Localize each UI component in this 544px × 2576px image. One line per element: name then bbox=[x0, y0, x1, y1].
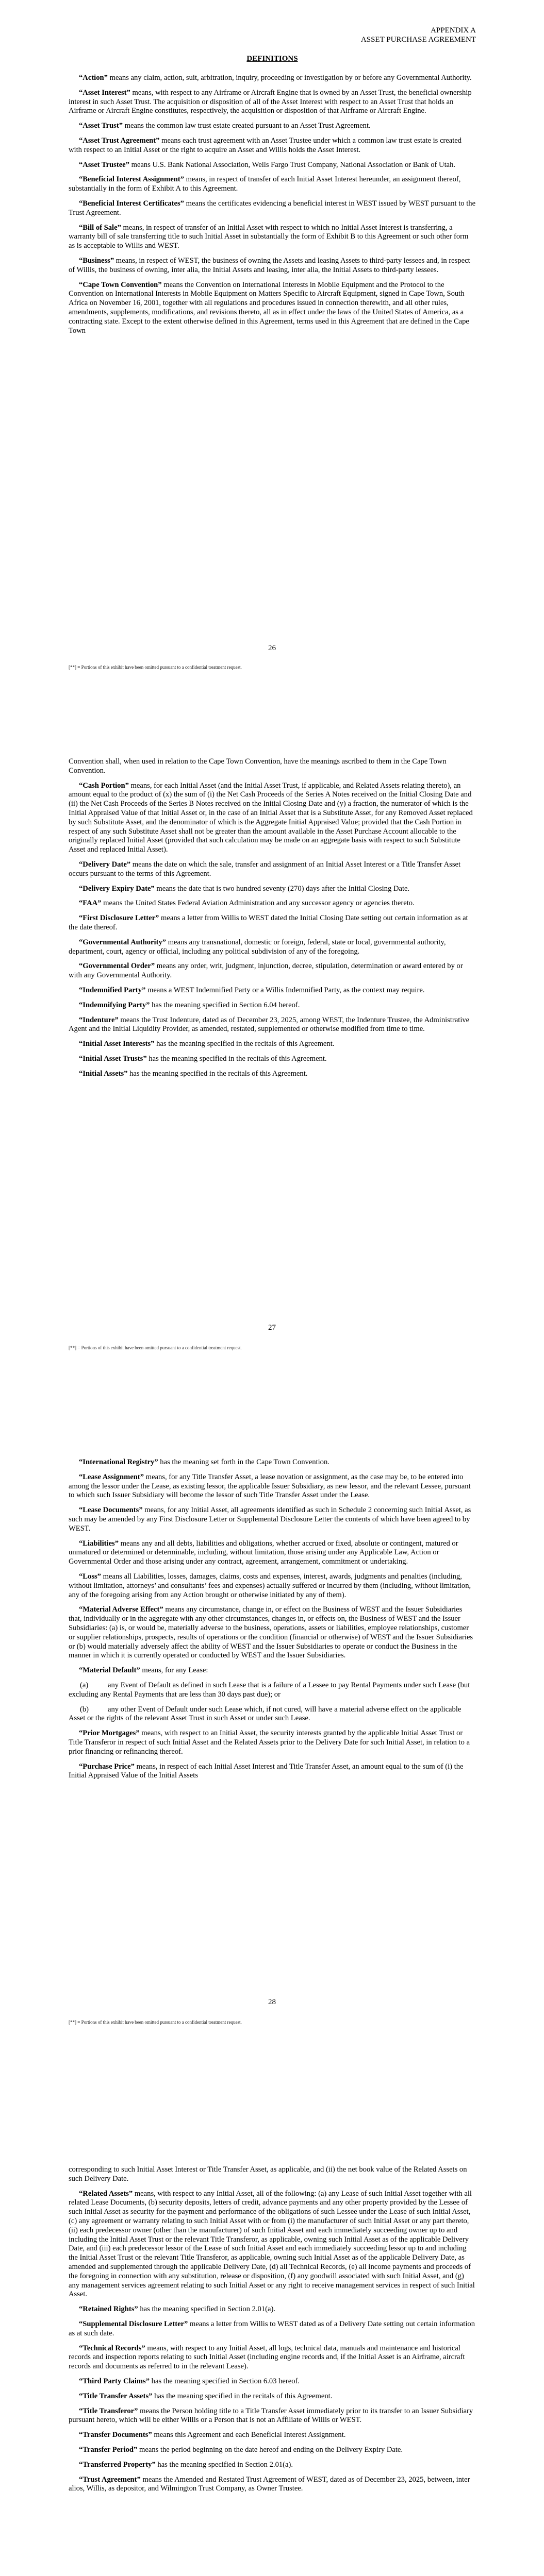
definition-text: means all Liabilities, losses, damages, claims, costs and expenses, interest, awards, judgments and penalties (including, without limitation, attorneys’ and consultants’ fees and expenses) actually suffered or incurred by them (including, without limitation, any of the foregoing arising from any Action brought or otherwise initiated by any of them). bbox=[69, 1572, 471, 1599]
definitions-list bbox=[69, 74, 476, 335]
confidential-footnote: [**] = Portions of this exhibit have been omitted pursuant to a confidential treatment request. bbox=[69, 2020, 242, 2025]
page-number: 27 bbox=[268, 1324, 276, 1332]
confidential-footnote: [**] = Portions of this exhibit have been omitted pursuant to a confidential treatment request. bbox=[69, 665, 242, 670]
definition-text: means the period beginning on the date hereof and ending on the Delivery Expiry Date. bbox=[137, 2445, 403, 2454]
definition-paragraph bbox=[69, 1762, 476, 1781]
definition-paragraph bbox=[69, 1473, 476, 1500]
document-page-29 bbox=[0, 2110, 544, 2576]
definition-paragraph bbox=[69, 782, 476, 855]
defined-term: “First Disclosure Letter” bbox=[79, 914, 159, 923]
page-content bbox=[69, 26, 476, 341]
definition-text: means any claim, action, suit, arbitration, inquiry, proceeding or investigation by or before any Governmental Authority. bbox=[107, 74, 472, 82]
definition-paragraph bbox=[69, 1605, 476, 1660]
defined-term: “Indemnified Party” bbox=[79, 986, 146, 994]
definition-paragraph bbox=[69, 175, 476, 194]
defined-term: “Material Adverse Effect” bbox=[79, 1605, 163, 1614]
definition-text: has the meaning specified in Section 6.03 hereof. bbox=[150, 2377, 300, 2385]
defined-term: “Initial Assets” bbox=[79, 1069, 128, 1078]
definition-text: means, for any Lease: bbox=[140, 1666, 208, 1675]
definition-text: means a WEST Indemnified Party or a Willis Indemnified Party, as the context may require. bbox=[145, 986, 425, 994]
definition-paragraph bbox=[69, 137, 476, 155]
sub-clause-text: any other Event of Default under such Lease which, if not cured, will have a material adverse effect on the applicable Asset or the rights of the relevant Asset Trust in such Asset or under such Lease. bbox=[69, 1705, 461, 1723]
definitions-list bbox=[69, 1458, 476, 1781]
defined-term: “Trust Agreement” bbox=[79, 2475, 141, 2484]
defined-term: “Transfer Period” bbox=[79, 2445, 138, 2454]
definition-paragraph bbox=[69, 962, 476, 980]
definition-text: means the Convention on International Interests in Mobile Equipment and the Protocol to the Convention on International Interests in Mobile Equipment on Matters Specific to Aircraft Equipment, signed in Cape Town, South Africa on November 16, 2001, together with all regulations and procedures issued in connection therewith, and all other rules, amendments, supplements, modifications, and revisions thereto, all as in effect under the laws of the United States of America, as a contracting state. Except to the extent otherwise defined in this Agreement, terms used in this Agreement that are defined in the Cape Town bbox=[69, 280, 469, 335]
definition-paragraph bbox=[69, 1070, 476, 1079]
definition-text: has the meaning specified in the recitals of this Agreement. bbox=[127, 1069, 308, 1078]
defined-term: “Lease Documents” bbox=[79, 1506, 143, 1515]
definition-paragraph bbox=[69, 860, 476, 879]
defined-term: “Asset Trust” bbox=[79, 122, 123, 130]
definition-text: means U.S. Bank National Association, Wells Fargo Trust Company, National Association or Bank of Utah. bbox=[129, 160, 456, 169]
confidential-footnote: [**] = Portions of this exhibit have been omitted pursuant to a confidential treatment request. bbox=[69, 1345, 242, 1350]
sub-clause-label: (b) bbox=[80, 1705, 89, 1714]
definition-paragraph bbox=[69, 1458, 476, 1467]
definition-text: means, with respect to an Initial Asset, the security interests granted by the applicable Initial Asset Trust or Title Transferor in respect of such Initial Asset and the Related Assets prior to the Delivery Date for such Initial Asset, in relation to a prior financing or refinancing thereof. bbox=[69, 1729, 470, 1756]
defined-term: “Loss” bbox=[79, 1572, 101, 1581]
defined-term: “Beneficial Interest Assignment” bbox=[79, 175, 185, 184]
definition-paragraph bbox=[69, 899, 476, 908]
defined-term: “Asset Trust Agreement” bbox=[79, 136, 160, 145]
definition-paragraph bbox=[69, 1666, 476, 1675]
defined-term: “Purchase Price” bbox=[79, 1762, 135, 1771]
document-page-26 bbox=[0, 0, 544, 703]
definition-paragraph bbox=[69, 1506, 476, 1533]
definition-text: means a letter from Willis to WEST dated the Initial Closing Date setting out certain information as at the date thereof. bbox=[69, 914, 468, 931]
definition-text: means the date that is two hundred seventy (270) days after the Initial Closing Date. bbox=[154, 884, 410, 893]
document-page-27 bbox=[0, 703, 544, 1406]
definition-paragraph bbox=[69, 1040, 476, 1049]
page-content bbox=[69, 757, 476, 1084]
definition-text: means any order, writ, judgment, injunction, decree, stipulation, determination or award entered by or with any Governmental Authority. bbox=[69, 962, 463, 980]
defined-term: “Initial Asset Trusts” bbox=[79, 1054, 147, 1063]
appendix-label: APPENDIX A bbox=[431, 26, 476, 35]
definition-paragraph bbox=[69, 2377, 476, 2386]
definition-text: has the meaning specified in the recitals of this Agreement. bbox=[154, 1040, 335, 1048]
definition-text: means, for each Initial Asset (and the Initial Asset Trust, if applicable, and Related Assets relating thereto), an amount equal to the product of (x) the sum of (i) the Net Cash Proceeds of the Series A Notes received on the Initial Closing Date and (ii) the Net Cash Proceeds of the Series B Notes received on the Initial Closing Date and (y) a fraction, the numerator of which is the Initial Appraised Value of that Initial Asset or, in the case of an Initial Asset that is a Substitute Asset, for any Removed Asset replaced by such Substitute Asset, and the denominator of which is the Aggregate Initial Appraised Value; provided that the Cash Portion in respect of any such Substitute Asset shall not be greater than the amount available in the Asset Purchase Account allocable to the originally replaced Initial Asset (provided that such calculation may be made on an aggregate basis with respect to such Substitute Asset and replaced Initial Asset). bbox=[69, 781, 473, 854]
defined-term: “Related Assets” bbox=[79, 2189, 133, 2198]
defined-term: “Governmental Order” bbox=[79, 962, 155, 971]
definition-text: means the date on which the sale, transfer and assignment of an Initial Asset Interest or a Title Transfer Asset occurs pursuant to the terms of this Agreement. bbox=[69, 860, 461, 878]
defined-term: “Delivery Date” bbox=[79, 860, 131, 869]
defined-term: “Third Party Claims” bbox=[79, 2377, 150, 2385]
defined-term: “International Registry” bbox=[79, 1458, 158, 1466]
defined-term: “Supplemental Disclosure Letter” bbox=[79, 2319, 188, 2328]
definition-text: means any and all debts, liabilities and obligations, whether accrued or fixed, absolute or contingent, matured or unmatured or determined or determinable, including, without limitation, those arising under any Applicable Law, Action or Governmental Order and those arising under any contract, agreement, arrangement, commitment or undertaking. bbox=[69, 1539, 458, 1566]
definition-paragraph bbox=[69, 1729, 476, 1756]
definition-paragraph bbox=[69, 122, 476, 131]
defined-term: “FAA” bbox=[79, 899, 102, 908]
defined-term: “Technical Records” bbox=[79, 2344, 145, 2352]
definition-paragraph bbox=[69, 1572, 476, 1600]
agreement-name: ASSET PURCHASE AGREEMENT bbox=[360, 36, 476, 44]
page-content bbox=[69, 2165, 476, 2499]
defined-term: “Asset Trustee” bbox=[79, 160, 129, 169]
definition-text: has the meaning specified in Section 6.04 hereof. bbox=[150, 1001, 300, 1009]
defined-term: “Lease Assignment” bbox=[79, 1472, 144, 1481]
definitions-list bbox=[69, 757, 476, 1079]
definition-text: means, with respect to any Airframe or Aircraft Engine that is owned by an Asset Trust, the beneficial ownership interest in such Asset Trust. The acquisition or disposition of all of the Asset Interest with respect to an Asset Trust that holds an Airframe or Aircraft Engine constitutes, respectively, the acquisition or disposition of that Airframe or Aircraft Engine. bbox=[69, 88, 472, 115]
defined-term: “Governmental Authority” bbox=[79, 938, 167, 946]
defined-term: “Liabilities” bbox=[79, 1539, 119, 1548]
sub-clause bbox=[69, 1681, 476, 1700]
definition-text: means a letter from Willis to WEST dated as of a Delivery Date setting out certain information as at such date. bbox=[69, 2319, 475, 2337]
continued-paragraph bbox=[69, 2165, 476, 2184]
page-content bbox=[69, 1458, 476, 1786]
definition-paragraph bbox=[69, 224, 476, 251]
defined-term: “Material Default” bbox=[79, 1666, 140, 1675]
defined-term: “Cape Town Convention” bbox=[79, 280, 162, 289]
defined-term: “Cash Portion” bbox=[79, 781, 129, 790]
definition-paragraph bbox=[69, 2320, 476, 2338]
definition-text: means, for any Title Transfer Asset, a lease novation or assignment, as the case may be, to be entered into among the lessor under the Lease, as existing lessor, the applicable Issuer Subsidiary, as new lessor, and the relevant Lessee, pursuant to which such Issuer Subsidiary will become the lessor of such Title Transfer Asset under the Lease. bbox=[69, 1472, 471, 1500]
definition-paragraph bbox=[69, 1016, 476, 1035]
definition-paragraph bbox=[69, 1539, 476, 1567]
definition-text: means the certificates evidencing a beneficial interest in WEST issued by WEST pursuant to the Trust Agreement. bbox=[69, 199, 476, 217]
definition-text: corresponding to such Initial Asset Interest or Title Transfer Asset, as applicable, and (ii) the net book value of the Related Assets on such Delivery Date. bbox=[69, 2165, 467, 2183]
definition-text: means, with respect to any Initial Asset, all logs, technical data, manuals and maintenance and historical records and inspection reports relating to such Initial Asset (including engine records and, if the Initial Asset is an Airframe, aircraft records and documents as referred to in the relevant Lease). bbox=[69, 2344, 465, 2371]
definition-text: means any transnational, domestic or foreign, federal, state or local, governmental authority, department, court, agency or official, including any political subdivision of any of the foregoing. bbox=[69, 938, 446, 956]
defined-term: “Indenture” bbox=[79, 1015, 119, 1024]
definition-text: has the meaning specified in the recitals of this Agreement. bbox=[146, 1054, 327, 1063]
definition-paragraph bbox=[69, 2344, 476, 2371]
definition-text: means, in respect of transfer of an Initial Asset with respect to which no Initial Asset Interest is transferring, a warranty bill of sale transferring title to such Initial Asset in substantially the form of Exhibit B to this Agreement or such other form as is acceptable to Willis and WEST. bbox=[69, 223, 469, 250]
definition-text: has the meaning specified in the recitals of this Agreement. bbox=[152, 2392, 333, 2400]
definition-paragraph bbox=[69, 2190, 476, 2300]
definition-text: has the meaning specified in Section 2.01(a). bbox=[138, 2305, 275, 2314]
definition-text: has the meaning specified in Section 2.01(a). bbox=[155, 2460, 293, 2469]
definition-paragraph bbox=[69, 986, 476, 995]
defined-term: “Title Transfer Assets” bbox=[79, 2392, 153, 2400]
definition-text: means the common law trust estate created pursuant to an Asset Trust Agreement. bbox=[123, 122, 371, 130]
definition-paragraph bbox=[69, 885, 476, 894]
definition-text: means this Agreement and each Beneficial Interest Assignment. bbox=[152, 2431, 346, 2439]
definition-text: means the Trust Indenture, dated as of December 23, 2025, among WEST, the Indenture Trustee, the Administrative Agent and the Initial Liquidity Provider, as amended, restated, supplemented or otherwise modified from time to time. bbox=[69, 1015, 470, 1033]
defined-term: “Action” bbox=[79, 74, 108, 82]
defined-term: “Business” bbox=[79, 256, 114, 265]
definition-paragraph bbox=[69, 2392, 476, 2401]
page-number: 28 bbox=[268, 1998, 276, 2006]
definition-paragraph bbox=[69, 199, 476, 218]
definition-text: means, in respect of each Initial Asset Interest and Title Transfer Asset, an amount equal to the sum of (i) the Initial Appraised Value of the Initial Assets bbox=[69, 1762, 464, 1780]
definition-paragraph bbox=[69, 2461, 476, 2470]
definition-paragraph bbox=[69, 914, 476, 933]
page-title: DEFINITIONS bbox=[246, 55, 298, 63]
definition-text: means the Amended and Restated Trust Agreement of WEST, dated as of December 23, 2025, between, inter alios, Willis, as depositor, and Wilmington Trust Company, as Owner Trustee. bbox=[69, 2475, 470, 2493]
definition-text: has the meaning set forth in the Cape Town Convention. bbox=[158, 1458, 329, 1466]
definition-paragraph bbox=[69, 938, 476, 957]
definition-paragraph bbox=[69, 281, 476, 336]
defined-term: “Title Transferor” bbox=[79, 2406, 138, 2415]
sub-clause bbox=[69, 1705, 476, 1724]
definition-paragraph bbox=[69, 1055, 476, 1064]
definition-paragraph bbox=[69, 161, 476, 170]
defined-term: “Transferred Property” bbox=[79, 2460, 156, 2469]
page-number: 26 bbox=[268, 644, 276, 652]
definition-paragraph bbox=[69, 2476, 476, 2494]
defined-term: “Prior Mortgages” bbox=[79, 1729, 140, 1738]
definition-paragraph bbox=[69, 2431, 476, 2440]
definition-paragraph bbox=[69, 89, 476, 116]
definition-paragraph bbox=[69, 74, 476, 83]
definition-text: Convention shall, when used in relation to the Cape Town Convention, have the meanings ascribed to them in the Cape Town Convention. bbox=[69, 757, 447, 775]
document-page-28 bbox=[0, 1406, 544, 2110]
definition-text: means any circumstance, change in, or effect on the Business of WEST and the Issuer Subsidiaries that, individually or in the aggregate with any other circumstances, changes in, or effects on, the Business of WEST and the Issuer Subsidiaries: (a) is, or would be, materially adverse to the business, operations, assets or liabilities, employee relationships, customer or supplier relationships, prospects, results of operations or the condition (financial or otherwise) of WEST and the Issuer Subsidiaries or (b) would materially adversely affect the ability of WEST and the Issuer Subsidiaries to operate or conduct the Business in the manner in which it is currently operated or conducted by WEST and the Issuer Subsidiaries. bbox=[69, 1605, 473, 1660]
definition-paragraph bbox=[69, 1001, 476, 1010]
definition-paragraph bbox=[69, 257, 476, 275]
sub-clause-label: (a) bbox=[80, 1681, 89, 1689]
defined-term: “Indemnifying Party” bbox=[79, 1001, 150, 1009]
defined-term: “Delivery Expiry Date” bbox=[79, 884, 155, 893]
defined-term: “Initial Asset Interests” bbox=[79, 1040, 155, 1048]
definition-paragraph bbox=[69, 2407, 476, 2426]
defined-term: “Bill of Sale” bbox=[79, 223, 121, 232]
defined-term: “Beneficial Interest Certificates” bbox=[79, 199, 184, 208]
definition-text: means each trust agreement with an Asset Trustee under which a common law trust estate is created with respect to an Initial Asset or the right to acquire an Asset and Willis holds the Asset Interest. bbox=[69, 136, 462, 154]
sub-clause-text: any Event of Default as defined in such Lease that is a failure of a Lessee to pay Rental Payments under such Lease (but excluding any Rental Payments that are less than 30 days past due); or bbox=[69, 1681, 470, 1699]
definition-paragraph bbox=[69, 2446, 476, 2455]
continued-paragraph bbox=[69, 757, 476, 776]
definition-text: means the Person holding title to a Title Transfer Asset immediately prior to its transfer to an Issuer Subsidiary pursuant hereto, which will be either Willis or a Person that is not an Affiliate of Willis or WEST. bbox=[69, 2406, 473, 2425]
definition-text: means, with respect to any Initial Asset, all of the following: (a) any Lease of such Initial Asset together with all related Lease Documents, (b) security deposits, letters of credit, advance payments and any other property provided by the Lessee of such Initial Asset as security for the payment and performance of the obligations of such Lessee under the Lease of such Initial Asset, (c) any agreement or warranty relating to such Initial Asset with or from (i) the manufacturer of such Initial Asset or any part thereto, (ii) each predecessor owner (other than the manufacturer) of such Initial Asset and each immediately succeeding owner up to and including the Initial Asset Trust or the relevant Title Transferor, as applicable, owning such Initial Asset as of the applicable Delivery Date, and (iii) each predecessor lessor of the Lease of such Initial Asset and each immediately succeeding lessor up to and including the Initial Asset Trust or the relevant Title Transferor, as applicable, owning such Initial Asset as of the applicable Delivery Date, as amended and supplemented through the applicable Delivery Date, (d) all Technical Records, (e) all income payments and proceeds of the foregoing in connection with any substitution, release or disposition, (f) any goodwill associated with such Initial Asset, and (g) any management services agreement relating to such Initial Asset or any right to receive management services in respect of such Initial Asset. bbox=[69, 2189, 475, 2299]
defined-term: “Asset Interest” bbox=[79, 88, 130, 97]
definition-text: means, in respect of transfer of each Initial Asset Interest hereunder, an assignment thereof, substantially in the form of Exhibit A to this Agreement. bbox=[69, 175, 461, 193]
definition-paragraph bbox=[69, 2305, 476, 2314]
definitions-list bbox=[69, 2165, 476, 2494]
definition-text: means, in respect of WEST, the business of owning the Assets and leasing Assets to third-party lessees and, in respect of Willis, the business of owning, inter alia, the Initial Assets and leasing, inter alia, the Initial Assets to third-party lessees. bbox=[69, 256, 470, 274]
definition-text: means, for any Initial Asset, all agreements identified as such in Schedule 2 concerning such Initial Asset, as such may be amended by any First Disclosure Letter or Supplemental Disclosure Letter the contents of which have been agreed to by WEST. bbox=[69, 1506, 471, 1533]
definition-text: means the United States Federal Aviation Administration and any successor agency or agencies thereto. bbox=[101, 899, 415, 908]
defined-term: “Retained Rights” bbox=[79, 2305, 138, 2314]
defined-term: “Transfer Documents” bbox=[79, 2431, 152, 2439]
